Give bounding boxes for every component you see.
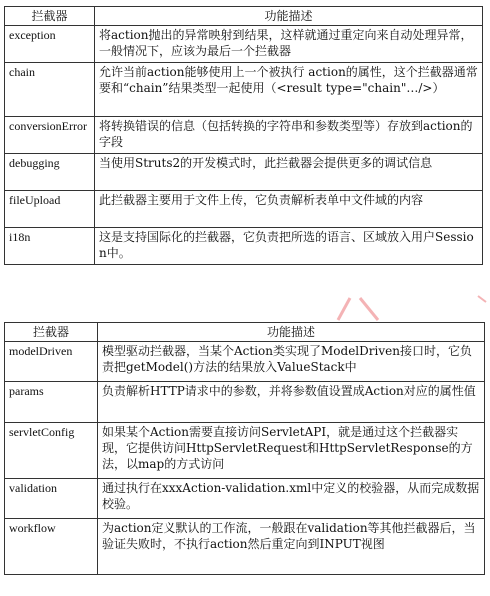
table-row [5, 26, 483, 63]
interceptor-name: debugging [5, 154, 95, 191]
table-row [5, 519, 485, 575]
interceptor-name: exception [5, 26, 95, 63]
interceptor-description: 当使用Struts2的开发模式时，此拦截器会提供更多的调试信息 [95, 154, 483, 191]
interceptor-description: 通过执行在xxxAction-validation.xml中定义的校验器，从而完成数据校验。 [98, 479, 485, 519]
interceptor-description: 模型驱动拦截器，当某个Action类实现了ModelDriven接口时，它负责把getModel()方法的结果放入ValueStack中 [98, 342, 485, 382]
header-description: 功能描述 [98, 323, 485, 342]
table-row [5, 63, 483, 117]
interceptor-table-2 [4, 322, 485, 575]
interceptor-description: 此拦截器主要用于文件上传，它负责解析表单中文件域的内容 [95, 191, 483, 228]
header-interceptor: 拦截器 [5, 323, 98, 342]
interceptor-name: workflow [5, 519, 98, 575]
interceptor-table-1 [4, 6, 483, 265]
interceptor-description: 为action定义默认的工作流，一般跟在validation等其他拦截器后，当验证失败时，不执行action然后重定向到INPUT视图 [98, 519, 485, 575]
table-row [5, 154, 483, 191]
interceptor-name: chain [5, 63, 95, 117]
table-row [5, 479, 485, 519]
interceptor-description: 将转换错误的信息（包括转换的字符串和参数类型等）存放到action的字段 [95, 117, 483, 154]
interceptor-name: conversionError [5, 117, 95, 154]
table-row [5, 382, 485, 423]
table-row [5, 117, 483, 154]
header-description: 功能描述 [95, 7, 483, 26]
interceptor-name: fileUpload [5, 191, 95, 228]
table-header-row [5, 7, 483, 26]
interceptor-description: 允许当前action能够使用上一个被执行 action的属性，这个拦截器通常要和“chain”结果类型一起使用（<result type="chain"…/>） [95, 63, 483, 117]
interceptor-description: 这是支持国际化的拦截器，它负责把所选的语言、区域放入用户Session中。 [95, 228, 483, 265]
watermark-stroke-right [360, 298, 378, 320]
interceptor-name: params [5, 382, 98, 423]
watermark-stroke-edge [478, 296, 486, 302]
interceptor-description: 如果某个Action需要直接访问ServletAPI，就是通过这个拦截器实现，它提供访问HttpServletRequest和HttpServletResponse的方法，以map的方式访问 [98, 423, 485, 479]
table-row [5, 423, 485, 479]
interceptor-name: servletConfig [5, 423, 98, 479]
table-row [5, 342, 485, 382]
interceptor-name: modelDriven [5, 342, 98, 382]
watermark-stroke-left [338, 298, 350, 320]
watermark-mark [0, 292, 490, 322]
interceptor-name: validation [5, 479, 98, 519]
interceptor-description: 负责解析HTTP请求中的参数，并将参数值设置成Action对应的属性值 [98, 382, 485, 423]
table-row [5, 191, 483, 228]
interceptor-description: 将action抛出的异常映射到结果，这样就通过重定向来自动处理异常，一般情况下，应该为最后一个拦截器 [95, 26, 483, 63]
interceptor-name: i18n [5, 228, 95, 265]
table-header-row [5, 323, 485, 342]
table-row [5, 228, 483, 265]
header-interceptor: 拦截器 [5, 7, 95, 26]
